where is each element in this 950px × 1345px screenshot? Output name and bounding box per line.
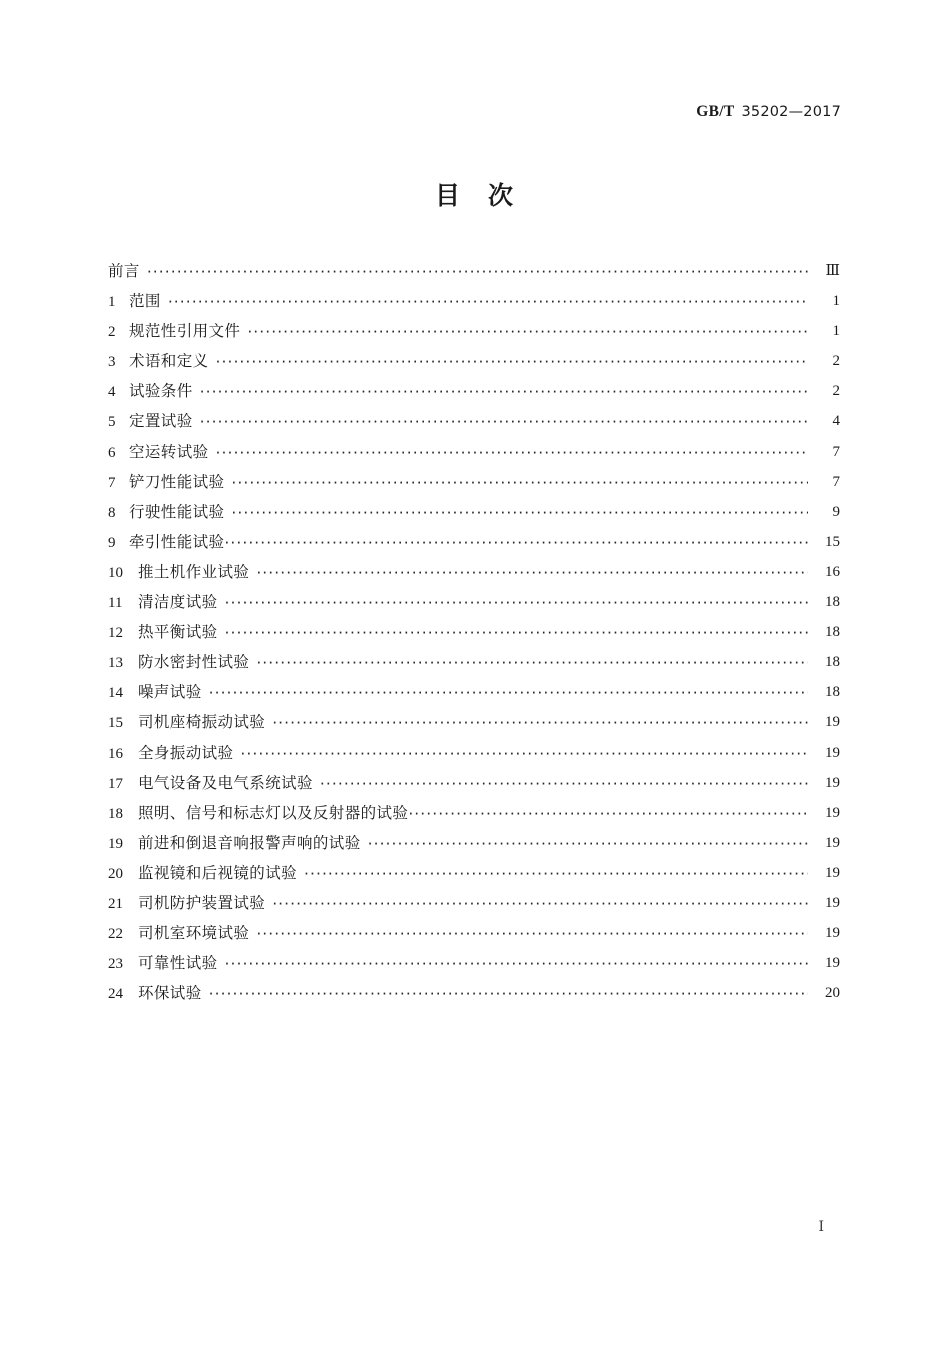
toc-entry-page-number: 1 <box>832 293 840 310</box>
toc-entry-number: 10 <box>108 564 123 581</box>
toc-entry-label: 电气设备及电气系统试验 <box>138 773 313 792</box>
toc-dot-leader <box>216 347 808 377</box>
toc-dot-leader <box>256 919 808 949</box>
toc-entry[interactable] <box>108 467 840 497</box>
toc-dot-leader <box>209 979 808 1009</box>
toc-dot-leader <box>147 257 808 287</box>
toc-entry-page-number: 18 <box>825 594 840 611</box>
toc-entry-page-number: 19 <box>825 714 840 731</box>
toc-entry[interactable] <box>108 286 840 316</box>
toc-entry-number: 6 <box>108 444 116 461</box>
toc-entry-number: 18 <box>108 805 123 822</box>
toc-dot-leader <box>225 949 808 979</box>
toc-entry-page-number: 18 <box>825 624 840 641</box>
toc-entry-number: 17 <box>108 775 123 792</box>
toc-dot-leader <box>408 799 808 829</box>
toc-entry-page-number: 18 <box>825 654 840 671</box>
toc-dot-leader <box>225 588 808 618</box>
toc-entry[interactable] <box>108 587 840 617</box>
toc-dot-leader <box>240 739 808 769</box>
toc-entry-label: 推土机作业试验 <box>138 562 250 581</box>
toc-entry-page-number: 15 <box>825 533 840 550</box>
toc-entry-label: 监视镜和后视镜的试验 <box>138 863 298 882</box>
toc-entry-page-number: 19 <box>825 744 840 761</box>
standard-prefix: GB/T <box>696 103 735 120</box>
toc-dot-leader <box>272 889 808 919</box>
toc-entry-page-number: 19 <box>825 834 840 851</box>
toc-entry-label: 前进和倒退音响报警声响的试验 <box>138 833 361 852</box>
toc-entry[interactable] <box>108 256 840 286</box>
toc-entry-page-number: 16 <box>825 563 840 580</box>
toc-entry[interactable] <box>108 948 840 978</box>
toc-entry-label: 照明、信号和标志灯以及反射器的试验 <box>138 803 409 822</box>
toc-entry-label: 防水密封性试验 <box>138 653 250 672</box>
toc-entry-label: 司机室环境试验 <box>138 924 250 943</box>
toc-entry-label: 清洁度试验 <box>138 593 218 612</box>
toc-entry-number: 9 <box>108 534 116 551</box>
standard-number: 35202—2017 <box>741 104 841 120</box>
toc-dot-leader <box>225 618 808 648</box>
page-title-char-1: 目 <box>434 181 462 210</box>
toc-dot-leader <box>272 708 808 738</box>
toc-entry[interactable] <box>108 376 840 406</box>
toc-entry-page-number: 20 <box>825 985 840 1002</box>
toc-entry-number: 12 <box>108 625 123 642</box>
toc-entry[interactable] <box>108 316 840 346</box>
toc-entry[interactable] <box>108 647 840 677</box>
toc-entry-number: 1 <box>108 294 116 311</box>
toc-entry-page-number: 2 <box>832 353 840 370</box>
toc-entry-label: 空运转试验 <box>129 442 209 461</box>
table-of-contents <box>108 256 840 1008</box>
toc-entry-number: 13 <box>108 655 123 672</box>
toc-entry-page-number: 18 <box>825 684 840 701</box>
toc-dot-leader <box>368 829 808 859</box>
toc-entry[interactable] <box>108 858 840 888</box>
toc-entry[interactable] <box>108 677 840 707</box>
toc-entry[interactable] <box>108 828 840 858</box>
toc-entry-label: 范围 <box>129 292 161 311</box>
toc-entry-page-number: 19 <box>825 955 840 972</box>
toc-entry[interactable] <box>108 888 840 918</box>
toc-entry-label: 热平衡试验 <box>138 623 218 642</box>
toc-entry-number: 23 <box>108 956 123 973</box>
toc-entry-number: 4 <box>108 384 116 401</box>
toc-entry-number: 14 <box>108 685 123 702</box>
toc-dot-leader <box>209 678 808 708</box>
toc-entry-number: 16 <box>108 745 123 762</box>
toc-entry-number: 21 <box>108 895 123 912</box>
toc-entry-label: 试验条件 <box>129 382 193 401</box>
toc-dot-leader <box>247 317 808 347</box>
toc-dot-leader <box>200 407 808 437</box>
toc-dot-leader <box>200 377 808 407</box>
toc-entry-number: 3 <box>108 354 116 371</box>
toc-entry-label: 噪声试验 <box>138 683 202 702</box>
toc-dot-leader <box>256 558 808 588</box>
toc-entry[interactable] <box>108 707 840 737</box>
toc-entry[interactable] <box>108 738 840 768</box>
toc-dot-leader <box>231 468 808 498</box>
toc-entry-number: 15 <box>108 715 123 732</box>
toc-entry-label: 环保试验 <box>138 984 202 1003</box>
toc-entry-page-number: 19 <box>825 804 840 821</box>
toc-entry-number: 11 <box>108 595 123 612</box>
toc-entry-number: 2 <box>108 324 116 341</box>
toc-entry-number: 7 <box>108 474 116 491</box>
toc-entry[interactable] <box>108 557 840 587</box>
toc-entry-label: 规范性引用文件 <box>129 322 241 341</box>
toc-dot-leader <box>224 528 808 558</box>
toc-dot-leader <box>231 498 808 528</box>
toc-entry-label: 定置试验 <box>129 412 193 431</box>
toc-entry-number: 24 <box>108 986 123 1003</box>
page-title <box>0 176 950 212</box>
toc-entry[interactable] <box>108 918 840 948</box>
toc-entry-page-number: 2 <box>832 383 840 400</box>
toc-entry[interactable] <box>108 497 840 527</box>
toc-entry-label: 牵引性能试验 <box>129 532 225 551</box>
toc-entry-number: 22 <box>108 926 123 943</box>
toc-entry[interactable] <box>108 437 840 467</box>
page-title-char-2: 次 <box>488 181 516 210</box>
toc-entry-page-number: 7 <box>832 473 840 490</box>
toc-entry-page-number: 4 <box>832 413 840 430</box>
toc-dot-leader <box>168 287 808 317</box>
toc-entry[interactable] <box>108 798 840 828</box>
toc-entry-label: 铲刀性能试验 <box>129 472 225 491</box>
toc-entry-page-number: Ⅲ <box>825 263 840 279</box>
standard-header <box>0 103 841 121</box>
toc-dot-leader <box>256 648 808 678</box>
toc-entry-number: 5 <box>108 414 116 431</box>
toc-entry-label: 行驶性能试验 <box>129 502 225 521</box>
toc-entry-label: 司机防护装置试验 <box>138 893 266 912</box>
toc-entry-number: 20 <box>108 865 123 882</box>
toc-entry-label: 全身振动试验 <box>138 743 234 762</box>
toc-entry[interactable] <box>108 406 840 436</box>
toc-entry[interactable] <box>108 617 840 647</box>
toc-entry-page-number: 19 <box>825 925 840 942</box>
toc-entry[interactable] <box>108 978 840 1008</box>
toc-entry-page-number: 9 <box>832 503 840 520</box>
toc-entry-number: 8 <box>108 504 116 521</box>
toc-entry[interactable] <box>108 527 840 557</box>
toc-entry-number: 19 <box>108 835 123 852</box>
toc-dot-leader <box>304 859 808 889</box>
folio-page-number: Ⅰ <box>818 1220 824 1235</box>
toc-entry-page-number: 19 <box>825 864 840 881</box>
toc-entry-label: 司机座椅振动试验 <box>138 713 266 732</box>
toc-entry[interactable] <box>108 768 840 798</box>
toc-entry-page-number: 1 <box>832 323 840 340</box>
toc-entry-page-number: 19 <box>825 774 840 791</box>
toc-entry-label: 可靠性试验 <box>138 954 218 973</box>
toc-entry-label: 前言 <box>108 262 140 280</box>
toc-entry-page-number: 19 <box>825 894 840 911</box>
toc-entry-label: 术语和定义 <box>129 352 209 371</box>
toc-dot-leader <box>320 769 808 799</box>
toc-dot-leader <box>216 438 808 468</box>
toc-entry[interactable] <box>108 346 840 376</box>
toc-entry-page-number: 7 <box>832 443 840 460</box>
